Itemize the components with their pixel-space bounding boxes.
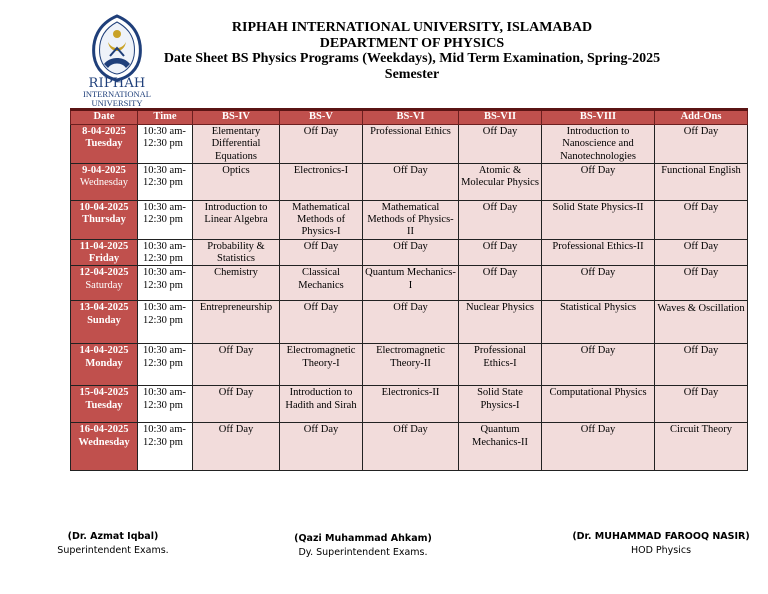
date-value: 15-04-2025 bbox=[79, 387, 129, 399]
course-cell: Electromagnetic Theory-I bbox=[280, 344, 363, 386]
datesheet-subtitle: Semester bbox=[384, 66, 440, 82]
table-row bbox=[71, 163, 748, 200]
course-cell: Solid State Physics-II bbox=[542, 200, 655, 239]
course-cell: Introduction to Hadith and Sirah bbox=[280, 386, 363, 423]
course-cell: Probability & Statistics bbox=[193, 239, 280, 266]
course-cell: Statistical Physics bbox=[542, 301, 655, 344]
datesheet-title: Date Sheet BS Physics Programs (Weekdays), Mid Term Examination, Spring-2025 bbox=[163, 51, 661, 66]
course-cell: Mathematical Methods of Physics-II bbox=[363, 200, 459, 239]
date-cell bbox=[71, 239, 138, 266]
course-cell: Off Day bbox=[193, 386, 280, 423]
day-value: Monday bbox=[85, 357, 123, 369]
column-header-bs-iv: BS-IV bbox=[193, 110, 280, 125]
course-cell: Functional English bbox=[655, 163, 748, 200]
course-cell: Off Day bbox=[363, 163, 459, 200]
date-cell bbox=[71, 125, 138, 164]
day-value: Tuesday bbox=[85, 399, 123, 411]
date-cell bbox=[71, 301, 138, 344]
course-cell: Off Day bbox=[655, 239, 748, 266]
day-value: Thursday bbox=[82, 214, 126, 226]
date-value: 16-04-2025 bbox=[79, 424, 129, 436]
course-cell: Entrepreneurship bbox=[193, 301, 280, 344]
date-cell bbox=[71, 386, 138, 423]
date-value: 12-04-2025 bbox=[79, 267, 129, 279]
table-row bbox=[71, 386, 748, 423]
date-value: 13-04-2025 bbox=[79, 302, 129, 314]
course-cell: Quantum Mechanics-I bbox=[363, 266, 459, 301]
course-cell: Waves & Oscillation bbox=[655, 301, 748, 344]
course-cell: Electromagnetic Theory-II bbox=[363, 344, 459, 386]
document-header bbox=[160, 20, 664, 82]
table-row bbox=[71, 344, 748, 386]
course-cell: Off Day bbox=[542, 266, 655, 301]
time-cell: 10:30 am-12:30 pm bbox=[138, 239, 193, 266]
time-cell: 10:30 am-12:30 pm bbox=[138, 125, 193, 164]
signature-title: Superintendent Exams. bbox=[57, 545, 169, 556]
datesheet-table bbox=[70, 108, 748, 471]
column-header-bs-v: BS-V bbox=[280, 110, 363, 125]
date-value: 14-04-2025 bbox=[79, 345, 129, 357]
course-cell: Off Day bbox=[459, 200, 542, 239]
course-cell: Off Day bbox=[655, 266, 748, 301]
course-cell: Computational Physics bbox=[542, 386, 655, 423]
course-cell: Quantum Mechanics-II bbox=[459, 423, 542, 471]
course-cell: Off Day bbox=[193, 423, 280, 471]
date-value: 9-04-2025 bbox=[82, 164, 126, 176]
time-cell: 10:30 am-12:30 pm bbox=[138, 344, 193, 386]
signature-name: (Qazi Muhammad Ahkam) bbox=[294, 533, 432, 544]
university-title: RIPHAH INTERNATIONAL UNIVERSITY, ISLAMABAD bbox=[231, 20, 593, 35]
signature-title: HOD Physics bbox=[630, 545, 692, 556]
table-row bbox=[71, 301, 748, 344]
time-cell: 10:30 am-12:30 pm bbox=[138, 163, 193, 200]
course-cell: Professional Ethics-I bbox=[459, 344, 542, 386]
column-header-bs-vii: BS-VII bbox=[459, 110, 542, 125]
column-header-bs-vi: BS-VI bbox=[363, 110, 459, 125]
course-cell: Professional Ethics-II bbox=[542, 239, 655, 266]
date-cell bbox=[71, 266, 138, 301]
time-cell: 10:30 am-12:30 pm bbox=[138, 423, 193, 471]
course-cell: Solid State Physics-I bbox=[459, 386, 542, 423]
course-cell: Off Day bbox=[655, 386, 748, 423]
course-cell: Off Day bbox=[280, 125, 363, 164]
logo-subtext: INTERNATIONAL UNIVERSITY bbox=[83, 89, 151, 108]
course-cell: Off Day bbox=[363, 423, 459, 471]
department-title: DEPARTMENT OF PHYSICS bbox=[319, 35, 505, 51]
course-cell: Off Day bbox=[655, 125, 748, 164]
date-cell bbox=[71, 423, 138, 471]
course-cell: Off Day bbox=[459, 239, 542, 266]
course-cell: Professional Ethics bbox=[363, 125, 459, 164]
date-value: 10-04-2025 bbox=[79, 201, 129, 213]
time-cell: 10:30 am-12:30 pm bbox=[138, 386, 193, 423]
logo-wordmark: RIPHAH bbox=[88, 76, 146, 91]
course-cell: Introduction to Nanoscience and Nanotechnologies bbox=[542, 125, 655, 164]
table-header-row bbox=[71, 110, 748, 125]
column-header-bs-viii: BS-VIII bbox=[542, 110, 655, 125]
signature-name: (Dr. Azmat Iqbal) bbox=[67, 531, 159, 542]
day-value: Sunday bbox=[87, 314, 121, 326]
day-value: Saturday bbox=[85, 279, 123, 291]
course-cell: Chemistry bbox=[193, 266, 280, 301]
course-cell: Off Day bbox=[459, 125, 542, 164]
table-row bbox=[71, 423, 748, 471]
table-row bbox=[71, 125, 748, 164]
course-cell: Mathematical Methods of Physics-I bbox=[280, 200, 363, 239]
course-cell: Optics bbox=[193, 163, 280, 200]
course-cell: Circuit Theory bbox=[655, 423, 748, 471]
time-cell: 10:30 am-12:30 pm bbox=[138, 266, 193, 301]
course-cell: Off Day bbox=[459, 266, 542, 301]
course-cell: Off Day bbox=[363, 239, 459, 266]
course-cell: Off Day bbox=[280, 423, 363, 471]
day-value: Wednesday bbox=[79, 177, 129, 189]
course-cell: Off Day bbox=[280, 239, 363, 266]
signature-dy-superintendent bbox=[278, 532, 448, 560]
date-value: 8-04-2025 bbox=[82, 126, 126, 137]
column-header-time: Time bbox=[138, 110, 193, 125]
signature-superintendent bbox=[38, 530, 188, 558]
signature-title: Dy. Superintendent Exams. bbox=[298, 547, 428, 558]
course-cell: Introduction to Linear Algebra bbox=[193, 200, 280, 239]
day-value: Wednesday bbox=[78, 436, 130, 448]
day-value: Friday bbox=[88, 253, 120, 265]
time-cell: 10:30 am-12:30 pm bbox=[138, 200, 193, 239]
course-cell: Off Day bbox=[280, 301, 363, 344]
course-cell: Classical Mechanics bbox=[280, 266, 363, 301]
column-header-date: Date bbox=[71, 110, 138, 125]
date-cell bbox=[71, 200, 138, 239]
course-cell: Off Day bbox=[542, 423, 655, 471]
date-value: 11-04-2025 bbox=[79, 240, 129, 252]
table-row bbox=[71, 239, 748, 266]
course-cell: Electronics-I bbox=[280, 163, 363, 200]
course-cell: Off Day bbox=[655, 344, 748, 386]
course-cell: Off Day bbox=[542, 344, 655, 386]
course-cell: Off Day bbox=[655, 200, 748, 239]
date-cell bbox=[71, 344, 138, 386]
course-cell: Electronics-II bbox=[363, 386, 459, 423]
signature-hod bbox=[570, 530, 752, 558]
course-cell: Nuclear Physics bbox=[459, 301, 542, 344]
course-cell: Elementary Differential Equations bbox=[193, 125, 280, 164]
table-row bbox=[71, 266, 748, 301]
table-row bbox=[71, 200, 748, 239]
course-cell: Off Day bbox=[363, 301, 459, 344]
course-cell: Atomic & Molecular Physics bbox=[459, 163, 542, 200]
date-cell bbox=[71, 163, 138, 200]
course-cell: Off Day bbox=[193, 344, 280, 386]
day-value: Tuesday bbox=[85, 138, 123, 150]
time-cell: 10:30 am-12:30 pm bbox=[138, 301, 193, 344]
signature-name: (Dr. MUHAMMAD FAROOQ NASIR) bbox=[572, 531, 750, 542]
column-header-add-ons: Add-Ons bbox=[655, 110, 748, 125]
course-cell: Off Day bbox=[542, 163, 655, 200]
